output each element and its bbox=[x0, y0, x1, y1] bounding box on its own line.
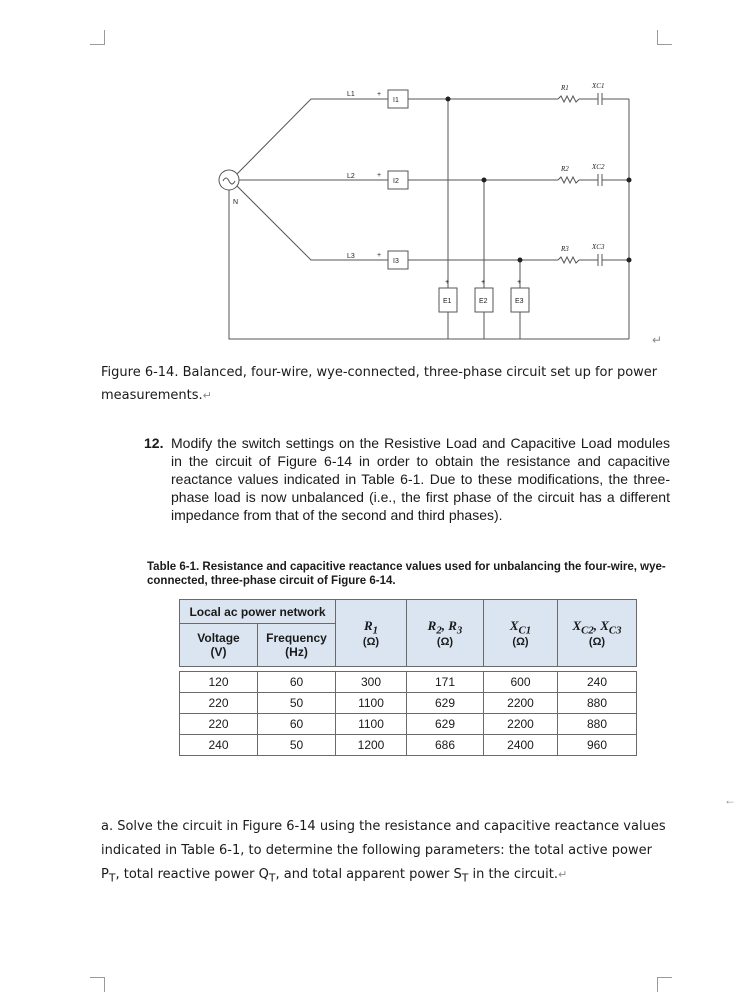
paragraph-mark-icon: ↵ bbox=[652, 333, 663, 347]
capacitor-xc2 bbox=[579, 174, 629, 186]
resistor-r2 bbox=[558, 177, 579, 183]
cell-voltage: 120 bbox=[180, 672, 258, 693]
header-xc2-xc3: $X_{C2}$, $X_{C3}$ (Ω) bbox=[558, 600, 637, 667]
margin-arrow-icon: ← bbox=[724, 793, 736, 807]
circuit-diagram bbox=[0, 0, 737, 360]
capacitor-xc3 bbox=[579, 254, 629, 266]
neutral-label: N bbox=[233, 199, 239, 206]
cell-frequency: 60 bbox=[258, 672, 336, 693]
line-label-l2: L2 bbox=[347, 173, 355, 180]
ammeter-label-i1: I1 bbox=[393, 97, 399, 104]
header-voltage: Voltage (V) bbox=[180, 624, 258, 667]
table-row bbox=[180, 735, 637, 756]
header-r1: $R_1$ (Ω) bbox=[336, 600, 407, 667]
cell-frequency: 60 bbox=[258, 714, 336, 735]
cell-xc1: 2200 bbox=[484, 693, 558, 714]
cell-r1: 300 bbox=[336, 672, 407, 693]
junction-dot bbox=[627, 258, 632, 263]
junction-dot bbox=[482, 178, 487, 183]
table-caption: Table 6-1. Resistance and capacitive reactance values used for unbalancing the four-wire, wye-connected, three-phase circuit of Figure 6-14. bbox=[147, 561, 666, 587]
cell-voltage: 220 bbox=[180, 693, 258, 714]
cell-frequency: 50 bbox=[258, 693, 336, 714]
capacitor-label-xc3: XC3 bbox=[592, 243, 605, 251]
voltmeter-polarity: + bbox=[481, 279, 486, 286]
cell-xc1: 600 bbox=[484, 672, 558, 693]
line-label-l3: L3 bbox=[347, 253, 355, 260]
page-corner-mark bbox=[657, 977, 672, 992]
step-number: 12. bbox=[144, 435, 164, 451]
voltmeter-label-e1: E1 bbox=[443, 298, 452, 305]
line-label-l1: L1 bbox=[347, 91, 355, 98]
values-table bbox=[179, 599, 637, 756]
capacitor-xc1 bbox=[579, 93, 629, 105]
voltmeter-polarity: + bbox=[517, 279, 522, 286]
resistor-label-r2: R2 bbox=[561, 165, 569, 173]
voltmeter-label-e2: E2 bbox=[479, 298, 488, 305]
table-row bbox=[180, 672, 637, 693]
cell-voltage: 220 bbox=[180, 714, 258, 735]
figure-caption bbox=[101, 361, 661, 407]
voltmeter-label-e3: E3 bbox=[515, 298, 524, 305]
cell-xc2-xc3: 240 bbox=[558, 672, 637, 693]
cell-frequency: 50 bbox=[258, 735, 336, 756]
question-paragraph: a. Solve the circuit in Figure 6-14 using the resistance and capacitive reactance values indicated in Table 6-1, to determine the following parameters: the total active power $P_T$, total reactive power $Q_T$, and total apparent power $S_T$ in the circuit.↵ bbox=[101, 819, 666, 885]
ammeter-label-i2: I2 bbox=[393, 178, 399, 185]
junction-dot bbox=[518, 258, 523, 263]
cell-r2-r3: 629 bbox=[407, 693, 484, 714]
group-header: Local ac power network bbox=[180, 600, 336, 624]
resistor-label-r1: R1 bbox=[561, 84, 569, 92]
ammeter-polarity: + bbox=[377, 252, 382, 259]
figure-caption-text: Figure 6-14. Balanced, four-wire, wye-connected, three-phase circuit set up for power measurements. bbox=[101, 365, 658, 403]
page-corner-mark bbox=[90, 977, 105, 992]
cell-r1: 1100 bbox=[336, 693, 407, 714]
resistor-r3 bbox=[558, 257, 579, 263]
cell-xc1: 2200 bbox=[484, 714, 558, 735]
cell-r1: 1100 bbox=[336, 714, 407, 735]
step-text: Modify the switch settings on the Resistive Load and Capacitive Load modules in the circuit of Figure 6-14 in order to obtain the resistance and capacitive reactance values indicated in Table 6-1. Due to these modifications, the three-phase load is now unbalanced (i.e., the first phase of the circuit has a different impedance from that of the second and third phases). bbox=[171, 435, 670, 523]
header-r2-r3: $R_2$, $R_3$ (Ω) bbox=[407, 600, 484, 667]
junction-dot bbox=[627, 178, 632, 183]
paragraph-mark-icon: ↵ bbox=[202, 389, 212, 402]
capacitor-label-xc2: XC2 bbox=[592, 163, 605, 171]
voltmeter-polarity: + bbox=[445, 279, 450, 286]
cell-r2-r3: 686 bbox=[407, 735, 484, 756]
ammeter-polarity: + bbox=[377, 91, 382, 98]
table-row bbox=[180, 693, 637, 714]
header-xc1: $X_{C1}$ (Ω) bbox=[484, 600, 558, 667]
junction-dot bbox=[446, 97, 451, 102]
cell-xc2-xc3: 960 bbox=[558, 735, 637, 756]
step-paragraph bbox=[144, 434, 670, 524]
cell-voltage: 240 bbox=[180, 735, 258, 756]
cell-r2-r3: 171 bbox=[407, 672, 484, 693]
ammeter-label-i3: I3 bbox=[393, 258, 399, 265]
cell-r2-r3: 629 bbox=[407, 714, 484, 735]
ac-source-symbol bbox=[223, 178, 235, 184]
cell-xc2-xc3: 880 bbox=[558, 714, 637, 735]
resistor-label-r3: R3 bbox=[561, 245, 569, 253]
ammeter-polarity: + bbox=[377, 172, 382, 179]
paragraph-mark-icon: ↵ bbox=[557, 868, 568, 881]
resistor-r1 bbox=[558, 96, 579, 102]
cell-r1: 1200 bbox=[336, 735, 407, 756]
cell-xc1: 2400 bbox=[484, 735, 558, 756]
capacitor-label-xc1: XC1 bbox=[592, 82, 605, 90]
header-frequency: Frequency (Hz) bbox=[258, 624, 336, 667]
table-row bbox=[180, 714, 637, 735]
cell-xc2-xc3: 880 bbox=[558, 693, 637, 714]
